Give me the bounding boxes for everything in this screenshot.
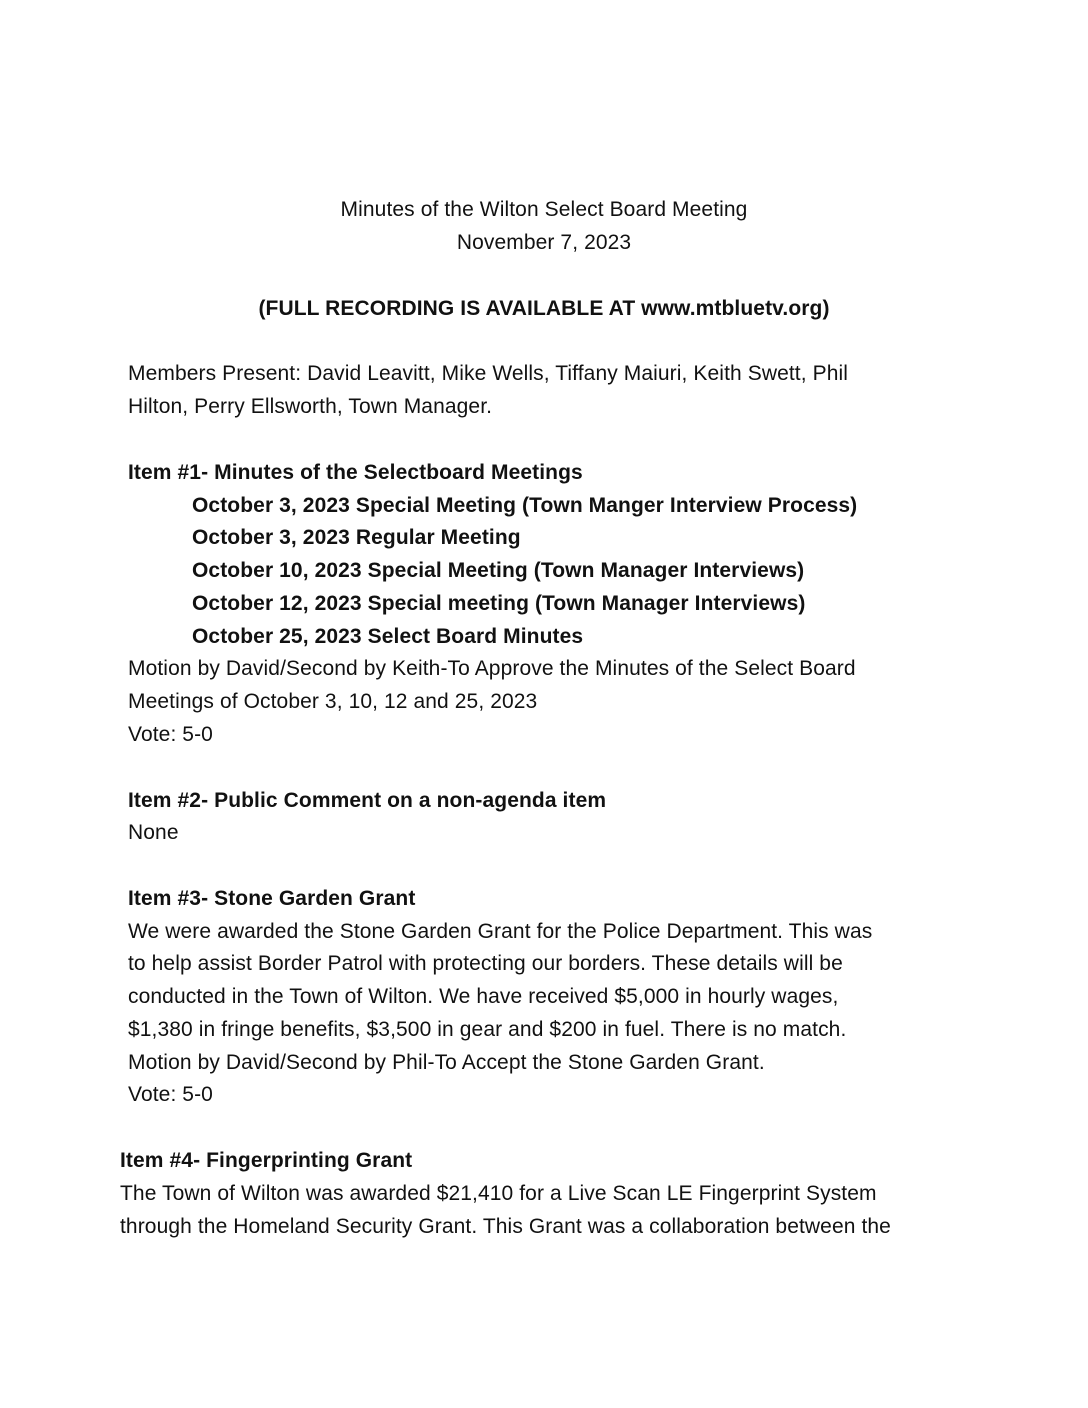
meeting-date: November 7, 2023 bbox=[456, 231, 632, 254]
item4-body-line: through the Homeland Security Grant. This Grant was a collaboration between the bbox=[120, 1215, 891, 1238]
item1-vote: Vote: 5-0 bbox=[128, 723, 213, 746]
item3-body-line: to help assist Border Patrol with protecting our borders. These details will be bbox=[128, 952, 843, 975]
item1-meeting: October 25, 2023 Select Board Minutes bbox=[192, 625, 584, 648]
item4-body-line: The Town of Wilton was awarded $21,410 for a Live Scan LE Fingerprint System bbox=[120, 1182, 877, 1205]
item3-body-line: conducted in the Town of Wilton. We have received $5,000 in hourly wages, bbox=[128, 985, 839, 1008]
members-present-line-1: Members Present: David Leavitt, Mike Wells, Tiffany Maiuri, Keith Swett, Phil bbox=[128, 362, 849, 385]
members-present-line-2: Hilton, Perry Ellsworth, Town Manager. bbox=[128, 395, 493, 418]
item3-body-line: Motion by David/Second by Phil-To Accept the Stone Garden Grant. bbox=[128, 1051, 765, 1074]
item1-heading: Item #1- Minutes of the Selectboard Meetings bbox=[128, 461, 583, 484]
item1-meeting: October 3, 2023 Regular Meeting bbox=[192, 526, 521, 549]
item4-heading: Item #4- Fingerprinting Grant bbox=[120, 1149, 413, 1172]
item1-motion-line-2: Meetings of October 3, 10, 12 and 25, 2023 bbox=[128, 690, 538, 713]
item3-body-line: We were awarded the Stone Garden Grant for the Police Department. This was bbox=[128, 920, 873, 943]
item1-meeting: October 12, 2023 Special meeting (Town Manager Interviews) bbox=[192, 592, 806, 615]
item1-motion-line-1: Motion by David/Second by Keith-To Approve the Minutes of the Select Board bbox=[128, 657, 856, 680]
item1-meeting: October 3, 2023 Special Meeting (Town Manger Interview Process) bbox=[192, 494, 858, 517]
document-title: Minutes of the Wilton Select Board Meeting bbox=[340, 198, 748, 221]
item3-body-line: $1,380 in fringe benefits, $3,500 in gear and $200 in fuel. There is no match. bbox=[128, 1018, 847, 1041]
item3-vote: Vote: 5-0 bbox=[128, 1083, 213, 1106]
item1-meeting: October 10, 2023 Special Meeting (Town Manager Interviews) bbox=[192, 559, 805, 582]
item2-heading: Item #2- Public Comment on a non-agenda item bbox=[128, 789, 607, 812]
item3-heading: Item #3- Stone Garden Grant bbox=[128, 887, 416, 910]
recording-note: (FULL RECORDING IS AVAILABLE AT www.mtbluetv.org) bbox=[258, 297, 830, 320]
item2-body: None bbox=[128, 821, 179, 844]
